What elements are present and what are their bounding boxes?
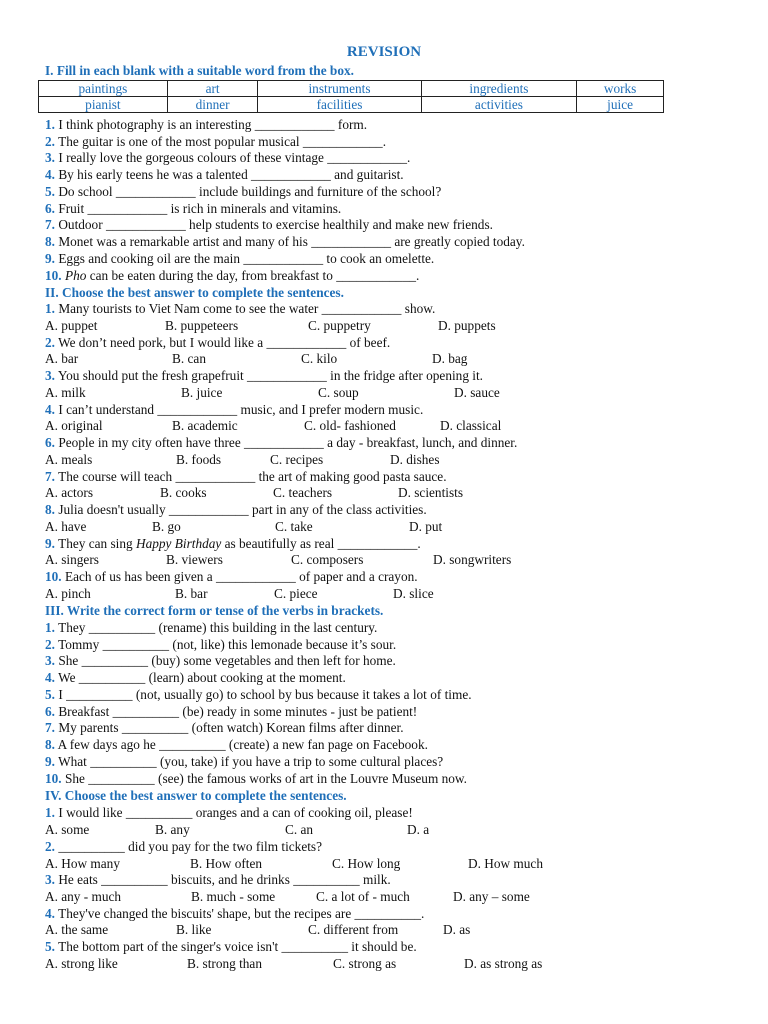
question-number: 9.: [45, 536, 55, 551]
option-b[interactable]: B. like: [176, 922, 212, 937]
question-text: Monet was a remarkable artist and many of his ____________ are greatly copied today.: [58, 234, 525, 249]
option-b[interactable]: B. bar: [175, 586, 208, 601]
section-3-heading: III. Write the correct form or tense of the verbs in brackets.: [45, 603, 384, 618]
option-b[interactable]: B. puppeteers: [165, 318, 239, 333]
question-text: I __________ (not, usually go) to school by bus because it takes a lot of time.: [58, 687, 472, 702]
option-b[interactable]: B. strong than: [187, 956, 262, 971]
word-box-cell: dinner: [167, 97, 258, 113]
option-a[interactable]: A. actors: [45, 485, 93, 500]
option-a[interactable]: A. milk: [45, 385, 86, 400]
option-b[interactable]: B. juice: [181, 385, 223, 400]
question-number: 1.: [45, 301, 55, 316]
option-a[interactable]: A. have: [45, 519, 87, 534]
question-text: The guitar is one of the most popular musical ____________.: [58, 134, 387, 149]
question-number: 9.: [45, 754, 55, 769]
question-line: [45, 536, 421, 552]
option-a[interactable]: A. puppet: [45, 318, 98, 333]
question-number: 2.: [45, 134, 55, 149]
question-line: [45, 201, 341, 217]
question-number: 4.: [45, 402, 55, 417]
option-d[interactable]: D. as strong as: [464, 956, 543, 971]
option-c[interactable]: C. recipes: [270, 452, 324, 467]
section-1-heading: I. Fill in each blank with a suitable word from the box.: [45, 63, 354, 78]
question-text: Breakfast __________ (be) ready in some minutes - just be patient!: [58, 704, 418, 719]
question-text: You should put the fresh grapefruit ____________ in the fridge after opening it.: [57, 368, 484, 383]
option-c[interactable]: C. take: [275, 519, 313, 534]
question-line: [45, 569, 418, 585]
question-text: Julia doesn't usually ____________ part in any of the class activities.: [58, 502, 427, 517]
question-text: The bottom part of the singer's voice isn't __________ it should be.: [58, 939, 417, 954]
italic-term: Happy Birthday: [136, 536, 222, 551]
word-box-cell: works: [577, 81, 664, 97]
question-text: He eats __________ biscuits, and he drinks __________ milk.: [58, 872, 391, 887]
word-box-cell: pianist: [39, 97, 168, 113]
option-d[interactable]: D. put: [409, 519, 443, 534]
option-c[interactable]: C. soup: [318, 385, 359, 400]
question-number: 3.: [45, 368, 55, 383]
question-line: [45, 839, 322, 855]
question-number: 2.: [45, 839, 55, 854]
question-line: [45, 217, 493, 233]
question-number: 8.: [45, 234, 55, 249]
question-line: [45, 134, 386, 150]
question-text: I would like __________ oranges and a can of cooking oil, please!: [58, 805, 413, 820]
option-d[interactable]: D. dishes: [390, 452, 440, 467]
question-number: 7.: [45, 720, 55, 735]
question-number: 6.: [45, 435, 55, 450]
question-number: 4.: [45, 167, 55, 182]
word-box-cell: activities: [421, 97, 577, 113]
italic-term: Pho: [64, 268, 87, 283]
question-line: [45, 368, 483, 384]
option-a[interactable]: A. strong like: [45, 956, 118, 971]
option-a[interactable]: A. singers: [45, 552, 99, 567]
question-line: [45, 720, 404, 736]
question-text: Many tourists to Viet Nam come to see the water ____________ show.: [58, 301, 436, 316]
question-line: [45, 435, 517, 451]
section-4-heading: IV. Choose the best answer to complete the sentences.: [45, 788, 347, 803]
question-text: We don’t need pork, but I would like a ____________ of beef.: [58, 335, 391, 350]
option-c[interactable]: C. piece: [274, 586, 318, 601]
question-line: [45, 402, 423, 418]
option-b[interactable]: B. can: [172, 351, 206, 366]
question-line: [45, 906, 424, 922]
question-text: She __________ (see) the famous works of art in the Louvre Museum now.: [64, 771, 467, 786]
word-box: [38, 80, 664, 113]
question-line: [45, 771, 467, 787]
question-text: as beautifully as real ____________.: [221, 536, 421, 551]
question-line: [45, 620, 377, 636]
question-text: What __________ (you, take) if you have a trip to some cultural places?: [58, 754, 444, 769]
section-2-heading: II. Choose the best answer to complete the sentences.: [45, 285, 344, 300]
option-d[interactable]: D. classical: [440, 418, 502, 433]
option-d[interactable]: D. songwriters: [433, 552, 512, 567]
option-b[interactable]: B. much - some: [191, 889, 276, 904]
word-box-cell: juice: [577, 97, 664, 113]
question-line: [45, 251, 434, 267]
question-text: We __________ (learn) about cooking at the moment.: [58, 670, 346, 685]
option-b[interactable]: B. go: [152, 519, 181, 534]
option-b[interactable]: B. How often: [190, 856, 263, 871]
question-number: 3.: [45, 150, 55, 165]
option-a[interactable]: A. pinch: [45, 586, 91, 601]
option-d[interactable]: D. puppets: [438, 318, 496, 333]
option-c[interactable]: C. composers: [291, 552, 364, 567]
option-c[interactable]: C. How long: [332, 856, 401, 871]
question-text: My parents __________ (often watch) Korean films after dinner.: [58, 720, 404, 735]
question-line: [45, 167, 404, 183]
option-d[interactable]: D. any – some: [453, 889, 530, 904]
question-line: [45, 754, 443, 770]
question-number: 8.: [45, 737, 55, 752]
question-number: 10.: [45, 569, 62, 584]
question-number: 6.: [45, 704, 55, 719]
question-line: [45, 939, 417, 955]
page-title: REVISION: [346, 44, 422, 60]
question-text: A few days ago he __________ (create) a new fan page on Facebook.: [57, 737, 428, 752]
option-c[interactable]: C. a lot of - much: [316, 889, 410, 904]
question-number: 9.: [45, 251, 55, 266]
question-text: They can sing: [58, 536, 136, 551]
question-text: I think photography is an interesting ____________ form.: [58, 117, 368, 132]
option-a[interactable]: A. the same: [45, 922, 109, 937]
question-line: [45, 653, 396, 669]
option-a[interactable]: A. any - much: [45, 889, 122, 904]
question-line: [45, 687, 472, 703]
question-text: __________ did you pay for the two film tickets?: [58, 839, 322, 854]
question-line: [45, 872, 391, 888]
option-b[interactable]: B. foods: [176, 452, 222, 467]
word-box-cell: ingredients: [421, 81, 577, 97]
question-number: 6.: [45, 201, 55, 216]
question-number: 5.: [45, 939, 55, 954]
question-number: 7.: [45, 217, 55, 232]
question-number: 10.: [45, 268, 62, 283]
word-box-cell: paintings: [39, 81, 168, 97]
option-d[interactable]: D. slice: [393, 586, 434, 601]
question-number: 3.: [45, 872, 55, 887]
question-number: 4.: [45, 906, 55, 921]
question-number: 5.: [45, 687, 55, 702]
question-line: [45, 670, 346, 686]
question-line: [45, 117, 367, 133]
option-c[interactable]: C. puppetry: [308, 318, 371, 333]
question-line: [45, 184, 441, 200]
option-b[interactable]: B. viewers: [166, 552, 223, 567]
question-line: [45, 150, 410, 166]
question-line: [45, 335, 390, 351]
question-number: 7.: [45, 469, 55, 484]
question-text: She __________ (buy) some vegetables and then left for home.: [58, 653, 396, 668]
option-b[interactable]: B. academic: [172, 418, 238, 433]
question-text: People in my city often have three ____________ a day - breakfast, lunch, and dinner.: [58, 435, 518, 450]
option-c[interactable]: C. strong as: [333, 956, 397, 971]
question-text: can be eaten during the day, from breakfast to ____________.: [86, 268, 420, 283]
question-line: [45, 301, 435, 317]
question-number: 5.: [45, 184, 55, 199]
question-text: Tommy __________ (not, like) this lemonade because it’s sour.: [58, 637, 397, 652]
question-text: The course will teach ____________ the art of making good pasta sauce.: [58, 469, 447, 484]
question-text: I really love the gorgeous colours of these vintage ____________.: [58, 150, 411, 165]
option-d[interactable]: D. scientists: [398, 485, 464, 500]
option-c[interactable]: C. an: [285, 822, 314, 837]
question-line: [45, 737, 428, 753]
option-d[interactable]: D. How much: [468, 856, 543, 871]
option-b[interactable]: B. any: [155, 822, 190, 837]
question-number: 10.: [45, 771, 62, 786]
word-box-cell: instruments: [258, 81, 421, 97]
question-number: 3.: [45, 653, 55, 668]
option-a[interactable]: A. some: [45, 822, 90, 837]
option-a[interactable]: A. original: [45, 418, 103, 433]
question-text: By his early teens he was a talented ____________ and guitarist.: [58, 167, 404, 182]
word-box-row: [39, 97, 664, 113]
question-line: [45, 234, 525, 250]
question-number: 1.: [45, 620, 55, 635]
question-line: [45, 469, 447, 485]
option-a[interactable]: A. meals: [45, 452, 93, 467]
question-number: 2.: [45, 335, 55, 350]
option-d[interactable]: D. as: [443, 922, 471, 937]
option-c[interactable]: C. different from: [308, 922, 399, 937]
question-number: 2.: [45, 637, 55, 652]
option-c[interactable]: C. teachers: [273, 485, 333, 500]
question-line: [45, 704, 417, 720]
question-text: I can’t understand ____________ music, and I prefer modern music.: [58, 402, 424, 417]
question-line: [45, 637, 396, 653]
option-b[interactable]: B. cooks: [160, 485, 207, 500]
question-number: 1.: [45, 805, 55, 820]
question-number: 4.: [45, 670, 55, 685]
question-text: Do school ____________ include buildings and furniture of the school?: [58, 184, 442, 199]
question-line: [45, 502, 427, 518]
option-a[interactable]: A. bar: [45, 351, 79, 366]
option-a[interactable]: A. How many: [45, 856, 120, 871]
word-box-cell: facilities: [258, 97, 421, 113]
question-text: They __________ (rename) this building in the last century.: [58, 620, 378, 635]
word-box-cell: art: [167, 81, 258, 97]
question-text: Eggs and cooking oil are the main ____________ to cook an omelette.: [58, 251, 435, 266]
question-text: Fruit ____________ is rich in minerals and vitamins.: [58, 201, 342, 216]
option-d[interactable]: D. sauce: [454, 385, 500, 400]
question-text: Outdoor ____________ help students to exercise healthily and make new friends.: [58, 217, 493, 232]
question-number: 8.: [45, 502, 55, 517]
question-line: [45, 805, 413, 821]
question-text: Each of us has been given a ____________ of paper and a crayon.: [64, 569, 418, 584]
option-c[interactable]: C. old- fashioned: [304, 418, 396, 433]
question-text: They've changed the biscuits' shape, but the recipes are __________.: [58, 906, 425, 921]
question-line: [45, 268, 419, 284]
option-d[interactable]: D. bag: [432, 351, 468, 366]
word-box-row: [39, 81, 664, 97]
question-number: 1.: [45, 117, 55, 132]
option-d[interactable]: D. a: [407, 822, 430, 837]
option-c[interactable]: C. kilo: [301, 351, 338, 366]
